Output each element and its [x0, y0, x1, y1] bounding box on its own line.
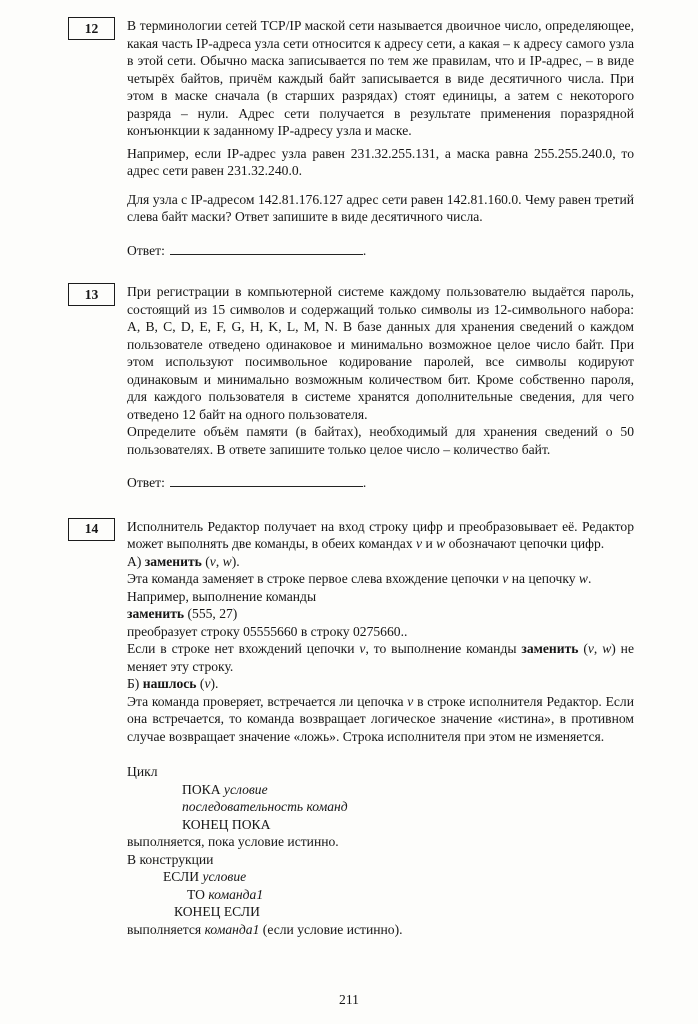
question-12	[68, 17, 634, 259]
question-14-example-command: заменить (555, 27)	[127, 606, 238, 621]
answer-suffix: .	[362, 242, 367, 258]
question-12-answer-row	[127, 241, 634, 260]
construct-endif: КОНЕЦ ЕСЛИ	[174, 904, 260, 919]
question-12-task: Для узла с IP-адресом 142.81.176.127 адрес сети равен 142.81.160.0. Чему равен третий слева байт маски? Ответ запишите в виде десятичного числа.	[127, 191, 634, 224]
answer-blank-line	[170, 241, 363, 255]
question-12-example: Например, если IP-адрес узла равен 231.32.255.131, а маска равна 255.255.240.0, то адрес сети равен 231.32.240.0.	[127, 145, 634, 178]
cycle-runs-note: выполняется, пока условие истинно.	[127, 834, 339, 849]
question-14	[68, 518, 634, 939]
question-14-body	[127, 518, 634, 939]
cycle-title: Цикл	[127, 764, 158, 779]
question-13-answer-row	[127, 473, 634, 492]
question-13-body	[127, 283, 634, 492]
answer-label: Ответ:	[127, 475, 165, 490]
answer-suffix: .	[362, 475, 367, 490]
question-13	[68, 283, 634, 492]
question-13-text: При регистрации в компьютерной системе каждому пользователю выдаётся пароль, состоящий из 15 символов и содержащий только символы из 12-символьного набора: A, B, C, D, E, F, G, H, K, L, M, N. В базе данных для хранения сведений о каждом пользователе отведено одинаковое и минимально возможное целое число байт. При этом используют посимвольное кодирование паролей, все символы кодируют одинаковым и минимально возможным количеством бит. Кроме собственно пароля, для каждого пользователя в системе хранятся дополнительные сведения, для чего отведено 12 байт на одного пользователя.	[127, 284, 634, 422]
page-number: 211	[339, 991, 359, 1007]
question-12-number: 12	[84, 20, 99, 36]
question-14-intro: Исполнитель Редактор получает на вход строку цифр и преобразовывает её. Редактор может выполнять две команды, в обеих командах v и w обозначают цепочки цифр.	[127, 518, 634, 551]
cycle-while: ПОКА условие	[182, 781, 268, 797]
construct-runs-note: выполняется команда1 (если условие истинно).	[127, 921, 403, 937]
cycle-sequence: последовательность команд	[182, 799, 348, 814]
question-14-command-b: Б) нашлось (v).	[127, 676, 219, 691]
question-13-number: 13	[84, 286, 99, 302]
question-14-example-result: преобразует строку 05555660 в строку 0275660..	[127, 623, 408, 639]
question-14-command-a-desc: Эта команда заменяет в строке первое слева вхождение цепочки v на цепочку w.	[127, 571, 592, 586]
construct-if: ЕСЛИ условие	[163, 869, 247, 884]
question-14-command-a: А) заменить (v, w).	[127, 553, 240, 569]
question-14-command-b-desc: Эта команда проверяет, встречается ли цепочка v в строке исполнителя Редактор. Если она встречается, то команда возвращает логическое значение «истина», в противном случае возвращает значение «ложь». Строка исполнителя при этом не изменяется.	[127, 693, 634, 744]
answer-label: Ответ:	[127, 242, 165, 258]
answer-blank-line	[170, 473, 363, 487]
construct-then: ТО команда1	[187, 886, 264, 902]
question-12-number-box	[68, 17, 115, 40]
question-13-number-box	[68, 283, 115, 306]
question-14-if-none: Если в строке нет вхождений цепочки v, то выполнение команды заменить (v, w) не меняет эту строку.	[127, 641, 634, 674]
question-12-body	[127, 17, 634, 259]
question-14-cycle-block	[127, 763, 634, 938]
construct-intro: В конструкции	[127, 851, 214, 867]
cycle-endwhile: КОНЕЦ ПОКА	[182, 816, 271, 832]
question-12-text: В терминологии сетей TCP/IP маской сети называется двоичное число, определяющее, какая часть IP-адреса узла сети относится к адресу сети, а какая – к адресу самого узла в этой сети. Обычно маска записывается по тем же правилам, что и IP-адрес, – в виде четырёх байтов, причём каждый байт записывается в виде десятичного числа. При этом в маске сначала (в старших разрядах) стоят единицы, а затем с некоторого разряда – нули. Адрес сети получается в результате применения поразрядной конъюнкции к заданному IP-адресу узла и маске.	[127, 18, 634, 138]
question-14-number-box	[68, 518, 115, 541]
question-14-number: 14	[84, 521, 99, 537]
question-14-example-intro: Например, выполнение команды	[127, 588, 317, 604]
question-13-task: Определите объём памяти (в байтах), необходимый для хранения сведений о 50 пользователях. В ответе запишите только целое число – количество байт.	[127, 424, 634, 457]
